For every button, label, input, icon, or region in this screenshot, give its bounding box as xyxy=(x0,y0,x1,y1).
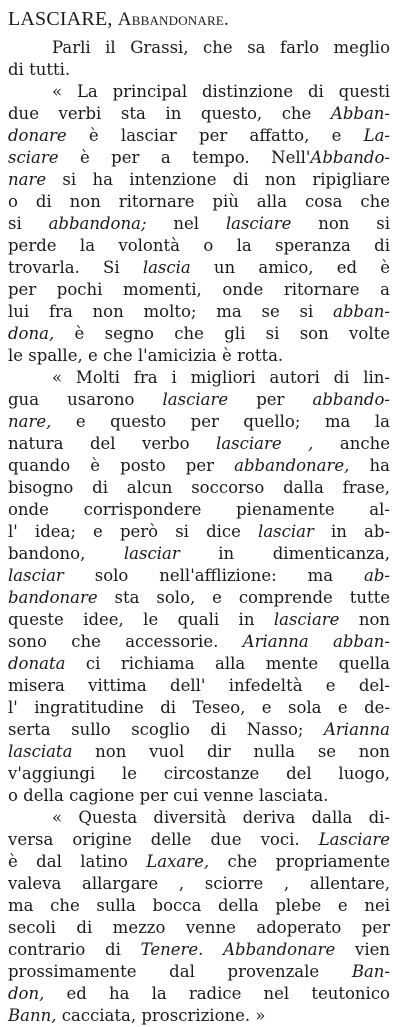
text-line xyxy=(8,367,390,389)
text-line xyxy=(8,345,390,367)
text-run: è lasciar per affatto, e xyxy=(66,126,364,145)
paragraph xyxy=(8,807,390,1027)
text-run: ci richiama alla mente quella xyxy=(65,654,390,673)
italic-term: ab- xyxy=(364,566,390,585)
text-run: bandono, xyxy=(8,544,124,563)
text-line xyxy=(8,521,390,543)
text-run: che propriamente xyxy=(209,852,390,871)
text-run: o della cagione per cui venne lasciata. xyxy=(8,786,329,805)
text-line xyxy=(8,653,390,675)
italic-term: Laxare, xyxy=(146,852,210,871)
text-line xyxy=(8,323,390,345)
text-run: è per a tempo. Nell' xyxy=(58,148,311,167)
text-line xyxy=(8,609,390,631)
text-run: « Molti fra i migliori autori di lin- xyxy=(52,368,390,387)
text-line xyxy=(8,873,390,895)
paragraph xyxy=(8,81,390,367)
text-line xyxy=(8,279,390,301)
italic-term: donata xyxy=(8,654,66,673)
text-run: versa origine delle due voci. xyxy=(8,830,319,849)
italic-term: donare xyxy=(8,126,67,145)
text-line xyxy=(8,895,390,917)
text-line xyxy=(8,851,390,873)
text-run: in dimenticanza, xyxy=(179,544,390,563)
text-line xyxy=(8,257,390,279)
italic-term: bandonare xyxy=(8,588,98,607)
text-run: e questo per quello; ma la xyxy=(51,412,390,431)
text-run: un amico, ed è xyxy=(190,258,390,277)
text-line xyxy=(8,191,390,213)
text-run: valeva allargare , sciorre , allentare, xyxy=(8,874,390,893)
text-run: solo nell'afflizione: ma xyxy=(63,566,365,585)
text-run: lui fra non molto; ma se si xyxy=(8,302,333,321)
text-run: quando è posto per xyxy=(8,456,235,475)
text-run: nel xyxy=(146,214,226,233)
italic-term: Arianna xyxy=(323,720,390,739)
text-run: in ab- xyxy=(313,522,390,541)
italic-term: lasciare xyxy=(273,610,340,629)
text-line xyxy=(8,411,390,433)
text-run: ha xyxy=(349,456,390,475)
text-line xyxy=(8,37,390,59)
italic-term: abbando- xyxy=(312,390,390,409)
italic-term: lasciar xyxy=(123,544,180,563)
text-line xyxy=(8,785,390,807)
text-run: anche xyxy=(313,434,390,453)
text-run: non xyxy=(339,610,390,629)
text-line xyxy=(8,147,390,169)
text-run: due verbi sta in questo, che xyxy=(8,104,331,123)
text-run: di tutti. xyxy=(8,60,71,79)
text-run: natura del verbo xyxy=(8,434,217,453)
text-run: v'aggiungi le circostanze del luogo, xyxy=(8,764,390,783)
entry-heading xyxy=(8,6,390,33)
text-run: prossimamente dal provenzale xyxy=(8,962,352,981)
text-line xyxy=(8,719,390,741)
italic-term: La- xyxy=(363,126,390,145)
text-line xyxy=(8,675,390,697)
text-run: si xyxy=(8,214,49,233)
italic-term: abbandona; xyxy=(48,214,147,233)
italic-term: sciare xyxy=(8,148,59,167)
text-line xyxy=(8,477,390,499)
italic-term: lasciare xyxy=(162,390,229,409)
italic-term: nare, xyxy=(8,412,52,431)
italic-term: lascia xyxy=(142,258,191,277)
text-line xyxy=(8,103,390,125)
text-run: non vuol dir nulla se non xyxy=(72,742,390,761)
text-line xyxy=(8,235,390,257)
paragraph xyxy=(8,367,390,807)
text-line xyxy=(8,1005,390,1027)
text-line xyxy=(8,763,390,785)
italic-term: Bann, xyxy=(8,1006,57,1025)
text-line xyxy=(8,697,390,719)
text-line xyxy=(8,59,390,81)
text-line xyxy=(8,499,390,521)
italic-term: Tenere. Abbandonare xyxy=(140,940,336,959)
entry-body xyxy=(8,37,390,1027)
text-line xyxy=(8,939,390,961)
text-run: misera vittima dell' infedeltà e del- xyxy=(8,676,390,695)
text-run: contrario di xyxy=(8,940,141,959)
text-run: ed ha la radice nel teutonico xyxy=(44,984,390,1003)
italic-term: lasciar xyxy=(258,522,314,541)
heading-word-abbandonare: Abbandonare. xyxy=(117,9,229,30)
paragraph xyxy=(8,37,390,81)
italic-term: Abbando- xyxy=(310,148,390,167)
text-line xyxy=(8,389,390,411)
italic-term: lasciare , xyxy=(216,434,314,453)
text-run: non si xyxy=(291,214,390,233)
text-run: Parli il Grassi, che sa farlo meglio xyxy=(52,38,390,57)
text-run: o di non ritornare più alla cosa che xyxy=(8,192,390,211)
italic-term: nare xyxy=(8,170,47,189)
italic-term: lasciata xyxy=(8,742,73,761)
text-run: onde corrispondere pienamente al- xyxy=(8,500,390,519)
text-run: ma che sulla bocca della plebe e nei xyxy=(8,896,390,915)
text-run: le spalle, e che l'amicizia è rotta. xyxy=(8,346,284,365)
text-line xyxy=(8,543,390,565)
text-run: per pochi momenti, onde ritornare a xyxy=(8,280,390,299)
italic-term: don, xyxy=(8,984,45,1003)
text-line xyxy=(8,807,390,829)
italic-term: abbandonare, xyxy=(234,456,350,475)
text-run: per xyxy=(228,390,313,409)
text-run: è segno che gli si son volte xyxy=(54,324,390,343)
text-line xyxy=(8,565,390,587)
text-run: serta sullo scoglio di Nasso; xyxy=(8,720,324,739)
text-run: secoli di mezzo venne adoperato per xyxy=(8,918,390,937)
text-line xyxy=(8,81,390,103)
text-run: l' ingratitudine di Teseo, e sola e de- xyxy=(8,698,390,717)
italic-term: Lasciare xyxy=(318,830,390,849)
italic-term: lasciar xyxy=(8,566,64,585)
italic-term: lasciare xyxy=(225,214,292,233)
text-line xyxy=(8,917,390,939)
italic-term: Ban- xyxy=(351,962,390,981)
text-line xyxy=(8,455,390,477)
italic-term: Abban- xyxy=(330,104,390,123)
italic-term: abban- xyxy=(332,302,390,321)
text-run: cacciata, proscrizione. » xyxy=(56,1006,266,1025)
text-line xyxy=(8,983,390,1005)
text-run: bisogno di alcun soccorso dalla frase, xyxy=(8,478,390,497)
text-run: vien xyxy=(335,940,390,959)
text-run: queste idee, le quali in xyxy=(8,610,274,629)
text-line xyxy=(8,829,390,851)
text-line xyxy=(8,301,390,323)
text-line xyxy=(8,587,390,609)
text-line xyxy=(8,213,390,235)
italic-term: dona, xyxy=(8,324,55,343)
text-run: sono che accessorie. xyxy=(8,632,243,651)
text-run: gua usarono xyxy=(8,390,163,409)
text-line xyxy=(8,631,390,653)
text-line xyxy=(8,169,390,191)
text-run: « La principal distinzione di questi xyxy=(52,82,390,101)
italic-term: Arianna abban- xyxy=(242,632,390,651)
text-run: si ha intenzione di non ripigliare xyxy=(46,170,390,189)
heading-word-lasciare: LASCIARE, xyxy=(8,8,113,30)
text-run: sta solo, e comprende tutte xyxy=(97,588,390,607)
text-run: perde la volontà o la speranza di xyxy=(8,236,390,255)
text-line xyxy=(8,433,390,455)
text-line xyxy=(8,125,390,147)
text-run: « Questa diversità deriva dalla di- xyxy=(52,808,390,827)
text-run: l' idea; e però si dice xyxy=(8,522,259,541)
text-line xyxy=(8,961,390,983)
text-run: trovarla. Si xyxy=(8,258,143,277)
text-line xyxy=(8,741,390,763)
text-run: è dal latino xyxy=(8,852,147,871)
